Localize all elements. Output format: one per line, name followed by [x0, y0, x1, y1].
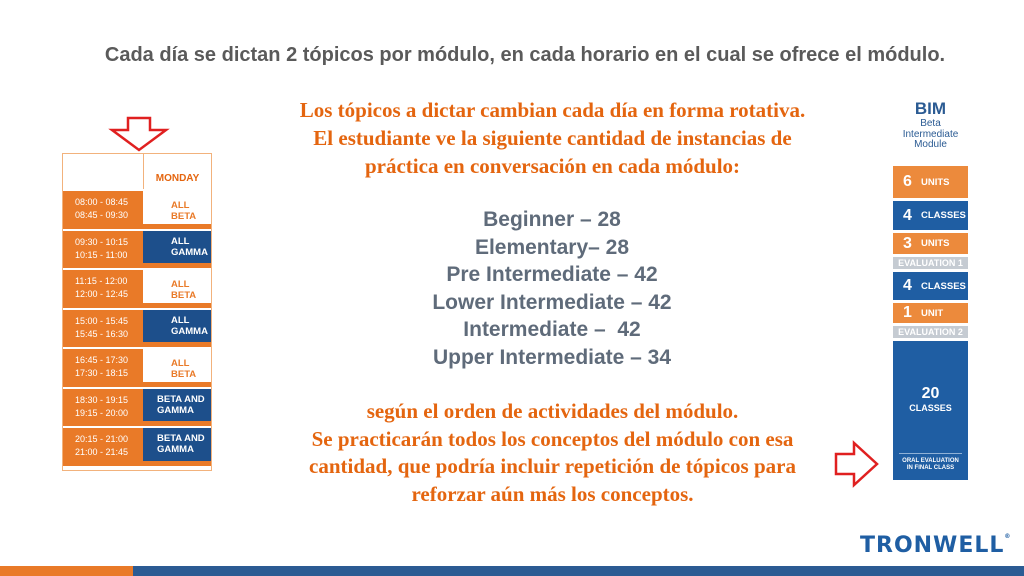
day-label: MONDAY	[143, 154, 211, 189]
schedule-table	[62, 153, 212, 471]
group-cell: ALL BETA	[143, 349, 211, 387]
group-cell: BETA AND GAMMA	[143, 389, 211, 427]
time-cell: 09:30 - 10:15 10:15 - 11:00	[63, 231, 143, 269]
orange-line: El estudiante ve la siguiente cantidad de instancias de	[313, 126, 792, 150]
level-item: Lower Intermediate – 42	[432, 290, 672, 314]
schedule-row	[63, 426, 211, 466]
schedule-row	[63, 347, 211, 387]
schedule-row	[63, 189, 211, 229]
bim-units-block: 3 UNITS	[893, 233, 968, 254]
time-cell: 20:15 - 21:00 21:00 - 21:45	[63, 428, 143, 466]
orange-line: según el orden de actividades del módulo.	[366, 399, 739, 423]
bim-stack	[893, 166, 968, 480]
intro-text: Cada día se dictan 2 tópicos por módulo, en cada horario en el cual se ofrece el módulo.	[104, 44, 946, 66]
orange-line: Se practicarán todos los conceptos del módulo con esa	[311, 426, 794, 451]
bim-final-classes-block: 20 CLASSES ORAL EVALUATION IN FINAL CLASS	[893, 341, 968, 480]
level-item: Upper Intermediate – 34	[432, 345, 672, 369]
time-cell: 11:15 - 12:00 12:00 - 12:45	[63, 270, 143, 308]
schedule-row	[63, 387, 211, 427]
bim-units-block: 6 UNITS	[893, 166, 968, 198]
bim-module-card	[893, 100, 968, 492]
bim-evaluation-1: EVALUATION 1	[893, 257, 968, 269]
level-list	[352, 206, 752, 371]
group-cell: BETA AND GAMMA	[143, 428, 211, 466]
schedule-row	[63, 308, 211, 348]
schedule-row	[63, 268, 211, 308]
time-cell: 08:00 - 08:45 08:45 - 09:30	[63, 191, 143, 229]
schedule-header	[63, 154, 211, 189]
bim-classes-block: 4 CLASSES	[893, 201, 968, 230]
orange-line: práctica en conversación en cada módulo:	[364, 154, 741, 178]
level-item: Elementary– 28	[474, 235, 630, 259]
group-cell: ALL BETA	[143, 191, 211, 229]
bim-unit-block: 1 UNIT	[893, 303, 968, 323]
bim-title: BIM	[914, 99, 947, 118]
group-cell: ALL BETA	[143, 270, 211, 308]
practice-explanation	[275, 398, 830, 508]
footer-bar-orange	[0, 566, 133, 576]
bim-classes-block: 4 CLASSES	[893, 272, 968, 300]
down-arrow-icon	[108, 116, 170, 152]
group-cell: ALL GAMMA	[143, 310, 211, 348]
bim-subtitle: Beta Intermediate Module	[902, 118, 959, 150]
time-cell: 16:45 - 17:30 17:30 - 18:15	[63, 349, 143, 387]
orange-line: cantidad, que podría incluir repetición de tópicos para	[309, 454, 796, 478]
time-cell: 18:30 - 19:15 19:15 - 20:00	[63, 389, 143, 427]
level-item: Pre Intermediate – 42	[446, 263, 658, 286]
bim-evaluation-2: EVALUATION 2	[893, 326, 968, 338]
orange-line: reforzar aún más los conceptos.	[411, 481, 694, 506]
group-cell: ALL GAMMA	[143, 231, 211, 269]
rotation-explanation	[270, 96, 835, 180]
tronwell-logo: TRONWELL®	[860, 533, 1012, 558]
level-item: Beginner – 28	[483, 208, 621, 231]
time-cell: 15:00 - 15:45 15:45 - 16:30	[63, 310, 143, 348]
oral-evaluation-note: ORAL EVALUATION IN FINAL CLASS	[899, 453, 962, 472]
level-item: Intermediate – 42	[463, 318, 641, 341]
footer-bar-blue	[133, 566, 1024, 576]
orange-line: Los tópicos a dictar cambian cada día en forma rotativa.	[299, 98, 806, 122]
right-arrow-icon	[834, 440, 880, 488]
schedule-row	[63, 229, 211, 269]
